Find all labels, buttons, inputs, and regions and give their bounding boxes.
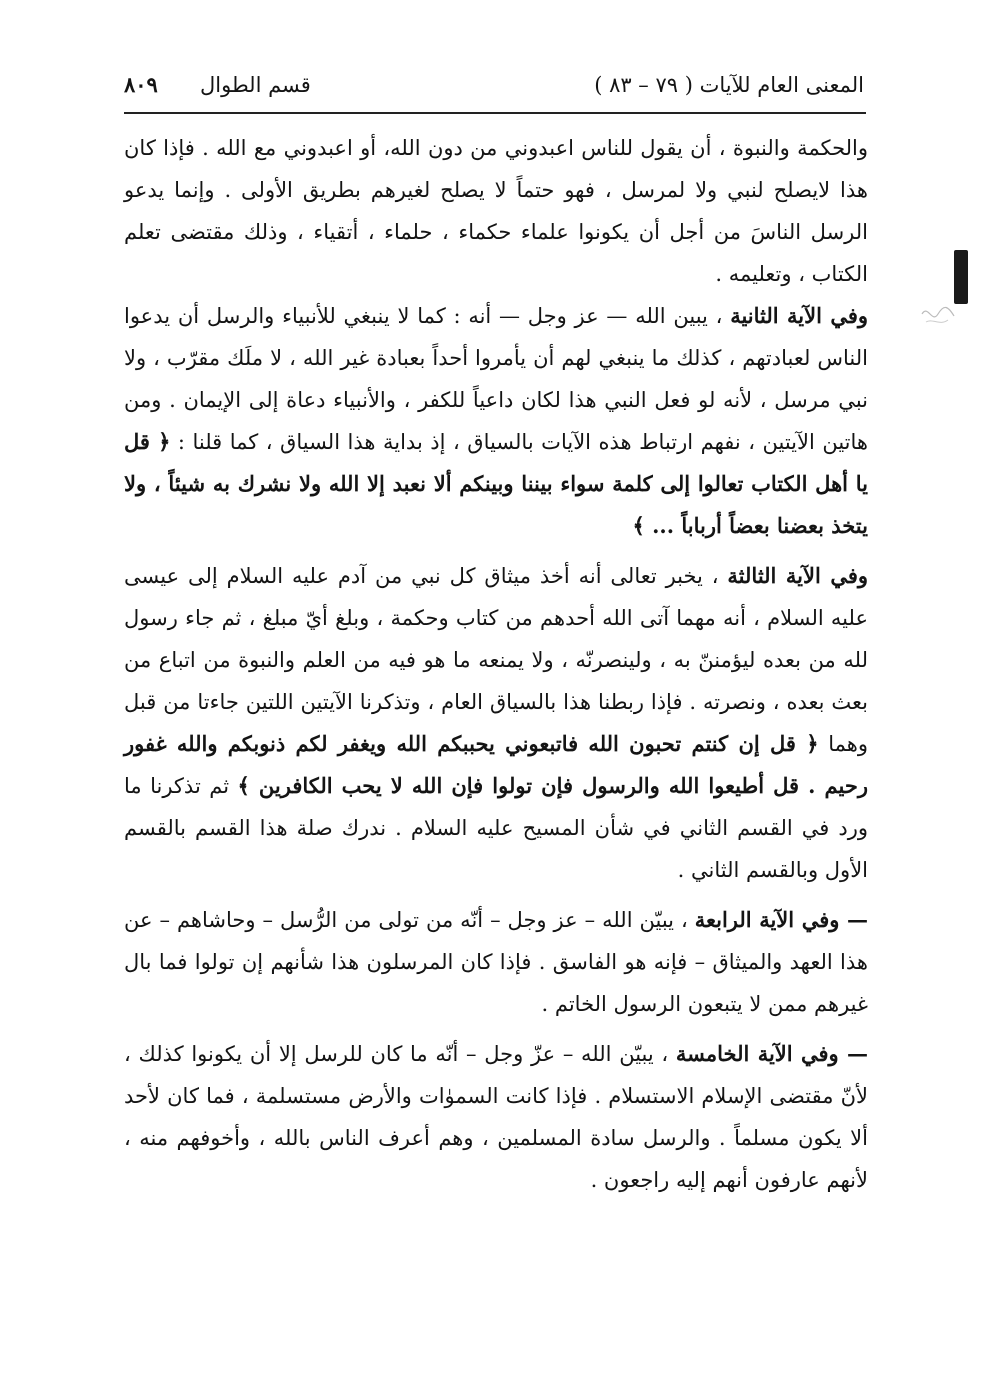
body-text [124,127,868,1201]
page-number: ٨٠٩ [124,72,158,97]
margin-ink-mark [954,250,968,304]
header-rule [124,112,866,114]
bold-text-segment: ﴿ قل يا أهل الكتاب تعالوا إلى كلمة سواء بيننا وبينكم ألا نعبد إلا الله ولا نشرك به شيئاً ، ولا يتخذ بعضنا بعضاً أرباباً ... ﴾ [124,429,868,538]
bold-text-segment: ﴿ قل إن كنتم تحبون الله فاتبعوني يحببكم الله ويغفر لكم ذنوبكم والله غفور رحيم . قل أطيعوا الله والرسول فإن تولوا فإن الله لا يحب الكافرين ﴾ [124,731,868,798]
paragraph [124,1033,868,1201]
text-segment: والحكمة والنبوة ، أن يقول للناس اعبدوني من دون الله، أو اعبدوني مع الله . فإذا كان هذا لايصلح لنبي ولا لمرسل ، فهو حتماً لا يصلح لغيرهم بطريق الأولى . وإنما يدعو الرسل الناسَ من أجل أن يكونوا علماء حكماء ، حلماء ، أتقياء ، وذلك مقتضى تعلم الكتاب ، وتعليمه . [124,136,868,286]
header-title: المعنى العام للآيات ( ٧٩ – ٨٣ ) [594,73,864,97]
paragraph [124,127,868,295]
bold-text-segment: — وفي الآية الخامسة [675,1041,868,1066]
bold-text-segment: وفي الآية الثالثة [727,563,868,588]
text-segment: ثم تذكرنا ما ورد في القسم الثاني في شأن المسيح عليه السلام . ندرك صلة هذا القسم بالقسم الأول وبالقسم الثاني . [124,774,868,882]
margin-squiggle [918,300,958,330]
paragraph [124,295,868,547]
running-header [124,68,864,102]
bold-text-segment: — وفي الآية الرابعة [694,907,869,932]
text-segment: ، يخبر تعالى أنه أخذ ميثاق كل نبي من آدم عليه السلام إلى عيسى عليه السلام ، أنه مهما آتى الله أحدهم من كتاب وحكمة ، وبلغ أيّ مبلغ ، ثم جاء رسول لله من بعده ليؤمننّ به ، ولينصرنّه ، ولا يمنعه ما هو فيه من العلم والنبوة من اتباع من بعث بعده ، ونصرته . فإذا ربطنا هذا بالسياق العام ، وتذكرنا الآيتين اللتين جاءتا من قبل وهما [124,564,869,756]
header-section: قسم الطوال [200,73,311,97]
text-segment: ، يبين الله — عز وجل — أنه : كما لا ينبغي للأنبياء والرسل أن يدعوا الناس لعبادتهم ، كذلك ما ينبغي لهم أن يأمروا أحداً بعبادة غير الله ، لا ملَك مقرّب ، ولا نبي مرسل ، لأنه لو فعل النبي هذا لكان داعياً للكفر ، والأنبياء دعاة إلى الإيمان . ومن هاتين الآيتين ، نفهم ارتباط هذه الآيات بالسياق ، إذ بداية هذا السياق ، كما قلنا : [124,304,868,454]
paragraph [124,899,868,1025]
bold-text-segment: وفي الآية الثانية [730,303,868,328]
text-segment: ، يبيّن الله – عزّ وجل – أنّه ما كان للرسل إلا أن يكونوا كذلك ، لأنّ مقتضى الإسلام الاستسلام . فإذا كانت السموٰات والأرض مستسلمة ، فما كان لأحد ألا يكون مسلماً . والرسل سادة المسلمين ، وهم أعرف الناس بالله ، وأخوفهم منه ، لأنهم عارفون أنهم إليه راجعون . [124,1042,868,1192]
text-segment: ، يبيّن الله – عز وجل – أنّه من تولى من الرُّسل – وحاشاهم – عن هذا العهد والميثاق – فإنه هو الفاسق . فإذا كان المرسلون هذا شأنهم إن تولوا فما بال غيرهم ممن لا يتبعون الرسول الخاتم . [124,908,868,1016]
paragraph [124,555,868,891]
